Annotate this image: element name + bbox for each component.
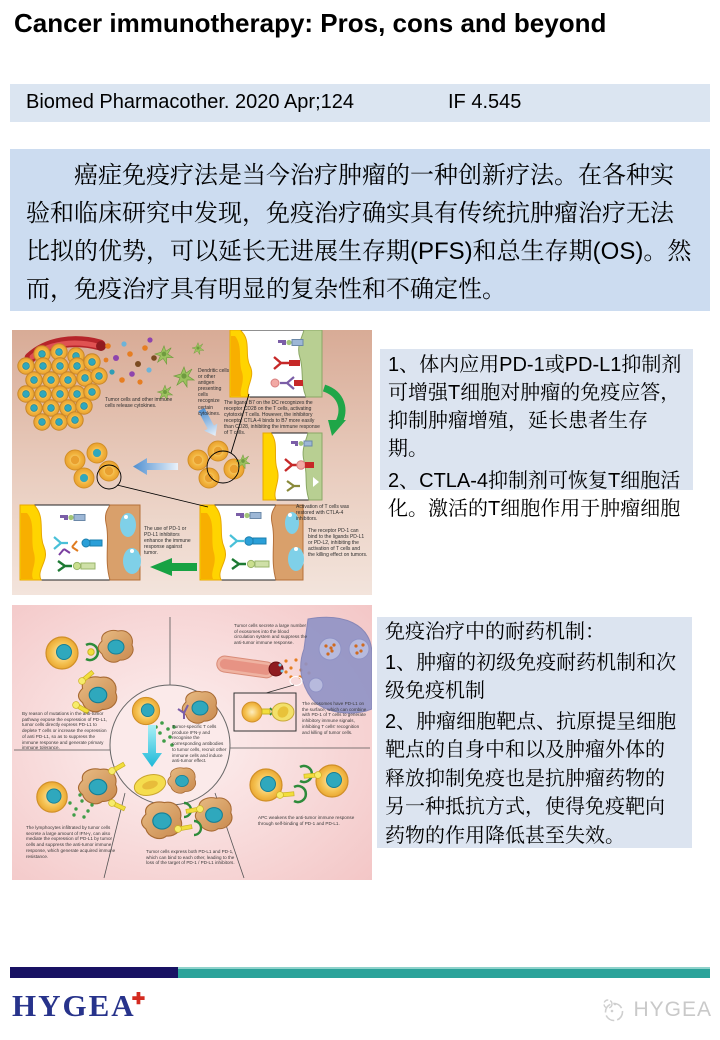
inset-b7-cd28	[230, 330, 322, 397]
figure-checkpoint-mechanism	[12, 330, 372, 595]
fig1-caption-b7-cd28: The ligand B7 on the DC recognizes the receptor CD28 on the T cells, activating cytotoxic T cells. However, the inhibitory receptor CTLA-4 binds to B7 more easily than CD28, inhibiting the immune response of T cells.	[224, 400, 320, 437]
fig2-caption-center: Tumor-specific T cells produce IFN-γ and recognise the corresponding antibodies to tumor cells, recruit other immune cells and induce anti-tumor effect.	[172, 724, 227, 764]
fig1-caption-dendritic: Dendritic cells or other antigen presenting cells recognize certain cytokines.	[198, 368, 230, 417]
footer-bar-navy	[10, 967, 178, 978]
fig1-caption-pd1-inhibitors: The use of PD-1 or PD-L1 inhibitors enhance the immune response against tumor.	[144, 526, 191, 557]
footer-bar-teal	[178, 967, 710, 978]
inset-ctla4-inhibitor	[263, 433, 322, 500]
brand-cross-icon: ✚	[131, 991, 146, 1008]
fig2-caption-exosomes: The exosomes have PD-L1 on the surface, which can combine with PD-1 of T cells to generate inhibitory immune signals, inhibiting T cells' recognition and killing of tumor cells.	[302, 701, 367, 735]
inset-pd1-binding	[200, 505, 304, 580]
note-checkpoint-item: 2、CTLA-4抑制剂可恢复T细胞活化。激活的T细胞作用于肿瘤细胞	[388, 470, 681, 520]
brand-text: HYGEA	[12, 988, 136, 1023]
watermark-text: HYGEA	[633, 998, 712, 1021]
note-resistance-item: 1、肿瘤的初级免疫耐药机制和次级免疫机制	[385, 651, 677, 702]
citation-bar	[10, 84, 710, 122]
fig2-caption-secrete: Tumor cells secrete a large number of exosomes into the blood circulation system and suppress the anti-tumor immune response.	[234, 623, 308, 646]
fig2-caption-lymphocytes: The lymphocytes infiltrated by tumor cells secrete a large amount of IFN-γ, can also mediate the expression of PD-L1 by tumor cells and suppress the anti-tumor immune response, which generate acquired immune resistance.	[26, 825, 116, 859]
note-checkpoint-box	[380, 349, 693, 520]
fig1-caption-pd1-bind: The receptor PD-1 can bind to the ligands PD-L1 or PD-L2, inhibiting the activation of T cells and the killing effect on tumors.	[308, 528, 368, 559]
abstract-box	[10, 149, 710, 311]
fig2-caption-mutations: By reason of mutations in the anti-tumor pathway expose the expression of PD-L1, tumor cells directly express PD-L1 to deplete T cells or increase the expression of anti PD-L1, so as to suppress the immune response and generate primary immune tolerance.	[22, 711, 108, 751]
fig1-caption-ctla4-restore: Activation of T cells was restored with CTLA-4 inhibitors.	[296, 504, 350, 523]
citation-journal: Biomed Pharmacother. 2020 Apr;124	[26, 91, 354, 113]
note-resistance-item: 2、肿瘤细胞靶点、抗原提呈细胞靶点的自身中和以及肿瘤外体的释放抑制免疫也是抗肿瘤药物的另一种抵抗方式，使得免疫靶向药物的作用降低甚至失效。	[385, 710, 677, 847]
brand-logo	[12, 988, 149, 1024]
note-checkpoint-item: 1、体内应用PD-1或PD-L1抑制剂可增强T细胞对肿瘤的免疫应答，抑制肿瘤增殖，延长患者生存期。	[388, 354, 682, 460]
impact-factor: IF 4.545	[448, 91, 522, 113]
note-resistance-item: 免疫治疗中的耐药机制：	[385, 621, 605, 643]
inset-pd1-inhibitor	[20, 505, 141, 580]
fig1-caption-tumor-release: Tumor cells and other immune cells release cytokines.	[105, 397, 173, 410]
fig2-caption-express-both: Tumor cells express both PD-L1 and PD-1, which can bind to each other, leading to the loss of the target of PD-1 / PD-L1 inhibitors.	[146, 849, 235, 866]
note-resistance-box	[377, 617, 692, 848]
watermark-logo-icon	[599, 996, 627, 1024]
figure-resistance-mechanisms	[12, 605, 372, 880]
fig2-caption-apc: APC weakens the anti-tumor immune response through self-binding of PD-1 and PD-L1.	[258, 815, 355, 826]
abstract-text: 癌症免疫疗法是当今治疗肿瘤的一种创新疗法。在各种实验和临床研究中发现，免疫治疗确实具有传统抗肿瘤治疗无法比拟的优势，可以延长无进展生存期(PFS)和总生存期(OS)。然而，免疫治疗具有明显的复杂性和不确定性。	[26, 162, 692, 303]
page-title: Cancer immunotherapy: Pros, cons and beyond	[14, 8, 607, 38]
watermark	[599, 996, 712, 1024]
